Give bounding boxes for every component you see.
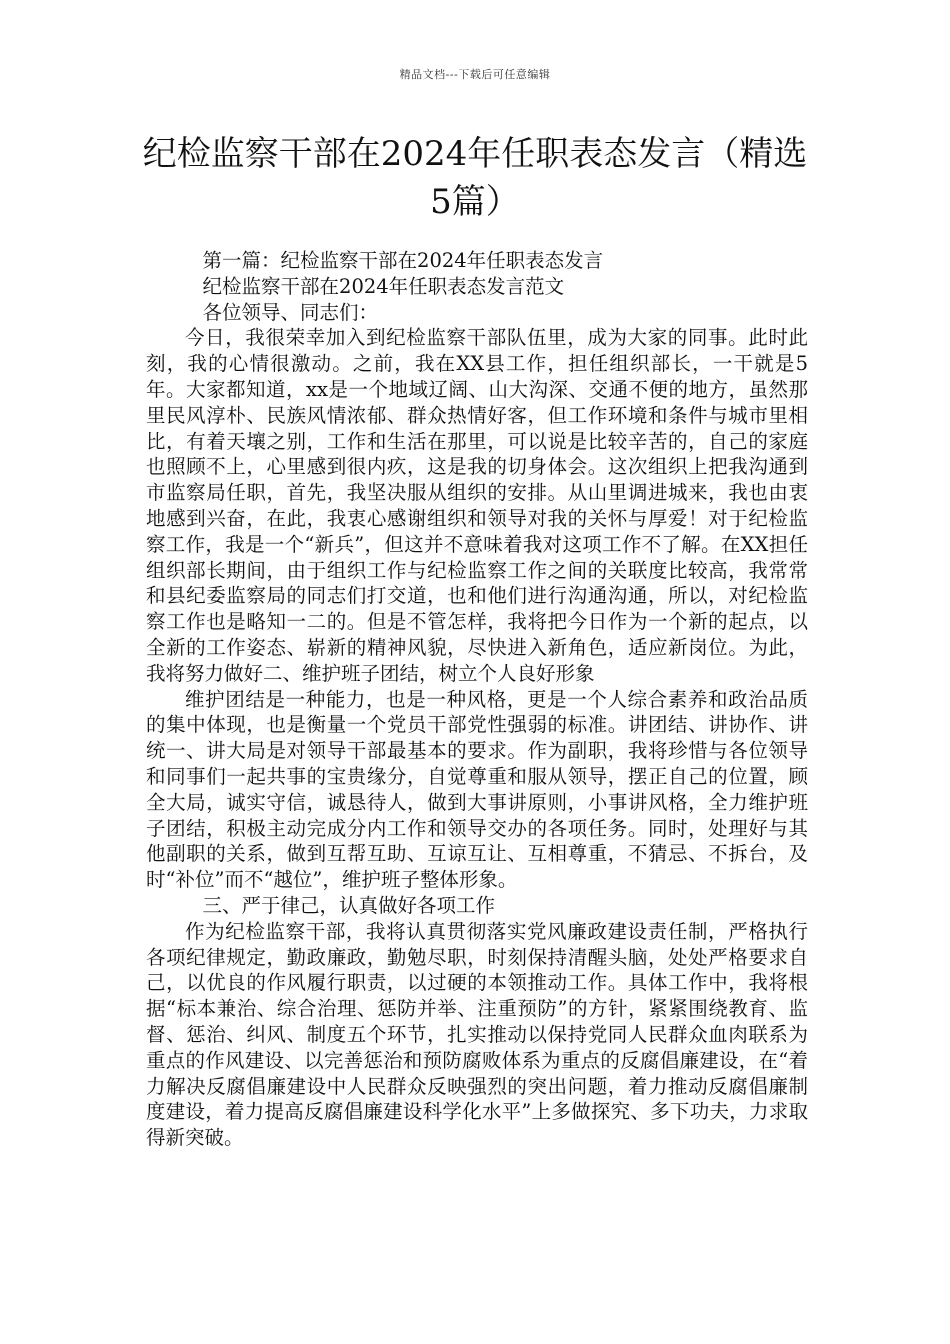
document-body — [146, 248, 808, 1151]
speech-title: 纪检监察干部在2024年任职表态发言范文 — [202, 274, 565, 298]
subsection-heading: 三、严于律己，认真做好各项工作 — [202, 893, 496, 917]
body-paragraph: 维护团结是一种能力，也是一种风格，更是一个人综合素养和政治品质的集中体现，也是衡量一个党员干部党性强弱的标准。讲团结、讲协作、讲统一、讲大局是对领导干部最基本的要求。作为副职，我将珍惜与各位领导和同事们一起共事的宝贵缘分，自觉尊重和服从领导，摆正自己的位置，顾全大局，诚实守信，诚恳待人，做到大事讲原则，小事讲风格，全力维护班子团结，积极主动完成分内工作和领导交办的各项任务。同时，处理好与其他副职的关系，做到互帮互助、互谅互让、互相尊重，不猜忌、不拆台，及时“补位”而不“越位”，维护班子整体形象。 — [146, 687, 808, 892]
body-paragraph: 作为纪检监察干部，我将认真贯彻落实党风廉政建设责任制，严格执行各项纪律规定，勤政廉政，勤勉尽职，时刻保持清醒头脑，处处严格要求自己，以优良的作风履行职责，以过硬的本领推动工作。具体工作中，我将根据“标本兼治、综合治理、惩防并举、注重预防”的方针，紧紧围绕教育、监督、惩治、纠风、制度五个环节，扎实推动以保持党同人民群众血肉联系为重点的作风建设、以完善惩治和预防腐败体系为重点的反腐倡廉建设，在“着力解决反腐倡廉建设中人民群众反映强烈的突出问题，着力推动反腐倡廉制度建设，着力提高反腐倡廉建设科学化水平”上多做探究、多下功夫，力求取得新突破。 — [146, 919, 808, 1150]
salutation: 各位领导、同志们： — [202, 300, 379, 324]
page-header-note: 精品文档---下载后可任意编辑 — [399, 68, 551, 81]
section-heading: 第一篇：纪检监察干部在2024年任职表态发言 — [202, 249, 604, 272]
document-title: 纪检监察干部在2024年任职表态发言（精选5篇） — [142, 134, 808, 222]
body-paragraph: 今日，我很荣幸加入到纪检监察干部队伍里，成为大家的同事。此时此刻，我的心情很激动。之前，我在XX县工作，担任组织部长，一干就是5年。大家都知道，xx是一个地域辽阔、山大沟深、交通不便的地方，虽然那里民风淳朴、民族风情浓郁、群众热情好客，但工作环境和条件与城市里相比，有着天壤之别，工作和生活在那里，可以说是比较辛苦的，自己的家庭也照顾不上，心里感到很内疚，这是我的切身体会。这次组织上把我沟通到市监察局任职，首先，我坚决服从组织的安排。从山里调进城来，我也由衷地感到兴奋，在此，我衷心感谢组织和领导对我的关怀与厚爱！对于纪检监察工作，我是一个“新兵”，但这并不意味着我对这项工作不了解。在XX担任组织部长期间，由于组织工作与纪检监察工作之间的关联度比较高，我常常和县纪委监察局的同志们打交道，也和他们进行沟通沟通，所以，对纪检监察工作也是略知一二的。但是不管怎样，我将把今日作为一个新的起点，以全新的工作姿态、崭新的精神风貌，尽快进入新角色，适应新岗位。为此，我将努力做好二、维护班子团结，树立个人良好形象 — [146, 326, 808, 685]
